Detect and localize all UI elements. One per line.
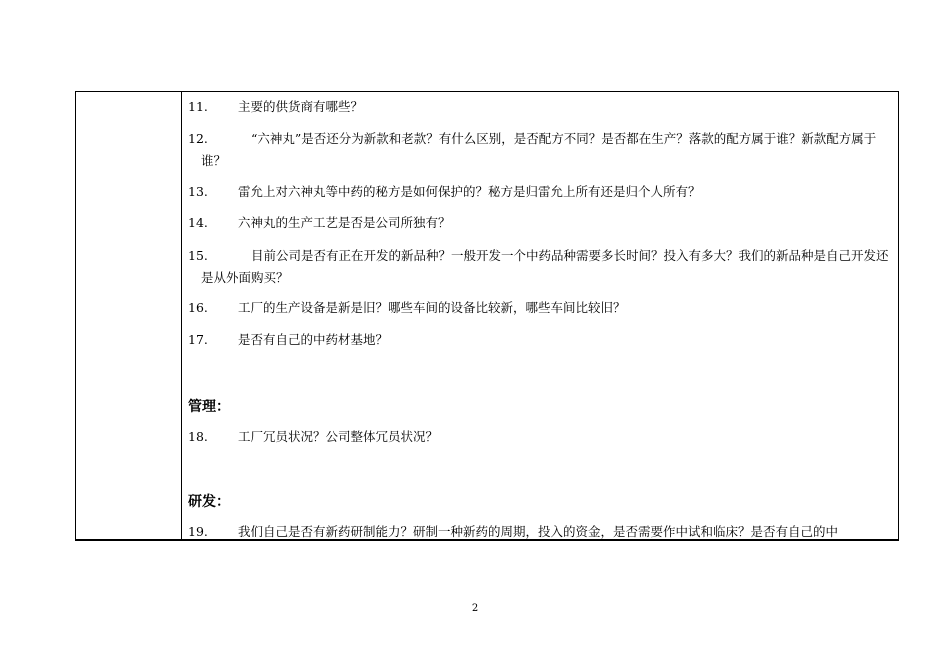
question-number: 17. <box>188 332 208 347</box>
section-heading-rnd: 研发： <box>188 494 230 510</box>
question-number: 13. <box>188 184 208 199</box>
question-text: 工厂冗员状况？公司整体冗员状况？ <box>238 429 439 444</box>
table-right-column <box>183 92 898 539</box>
question-item <box>188 329 892 351</box>
question-number: 18. <box>188 429 208 444</box>
question-text: 主要的供货商有哪些？ <box>238 99 364 114</box>
question-number: 12. <box>188 131 208 146</box>
question-number: 15. <box>188 248 208 263</box>
question-text: 六神丸的生产工艺是否是公司所独有？ <box>238 215 451 230</box>
question-text: “六神丸”是否还分为新款和老款？有什么区别，是否配方不同？是否都在生产？落款的配方属于谁？新款配方属于谁？ <box>201 131 877 168</box>
question-item <box>188 181 892 203</box>
question-item <box>188 245 892 289</box>
question-number: 16. <box>188 300 208 315</box>
question-item <box>188 297 892 319</box>
question-number: 19. <box>188 524 208 539</box>
question-table <box>75 91 899 541</box>
question-text: 是否有自己的中药材基地？ <box>238 332 389 347</box>
question-item <box>188 521 892 539</box>
section-heading-management: 管理： <box>188 399 230 415</box>
question-number: 14. <box>188 215 208 230</box>
page-number: 2 <box>471 603 479 614</box>
table-left-column <box>76 92 182 539</box>
question-text: 我们自己是否有新药研制能力？研制一种新药的周期，投入的资金，是否需要作中试和临床？是否有自己的中 <box>238 524 839 539</box>
question-item <box>188 212 892 234</box>
question-number: 11. <box>188 99 208 114</box>
question-text: 雷允上对六神丸等中药的秘方是如何保护的？秘方是归雷允上所有还是归个人所有？ <box>238 184 701 199</box>
question-item <box>188 426 892 448</box>
question-text: 工厂的生产设备是新是旧？哪些车间的设备比较新，哪些车间比较旧？ <box>238 300 626 315</box>
question-item <box>188 128 892 172</box>
question-text: 目前公司是否有正在开发的新品种？一般开发一个中药品种需要多长时间？投入有多大？我们的新品种是自己开发还是从外面购买？ <box>201 248 889 285</box>
question-item <box>188 96 892 118</box>
